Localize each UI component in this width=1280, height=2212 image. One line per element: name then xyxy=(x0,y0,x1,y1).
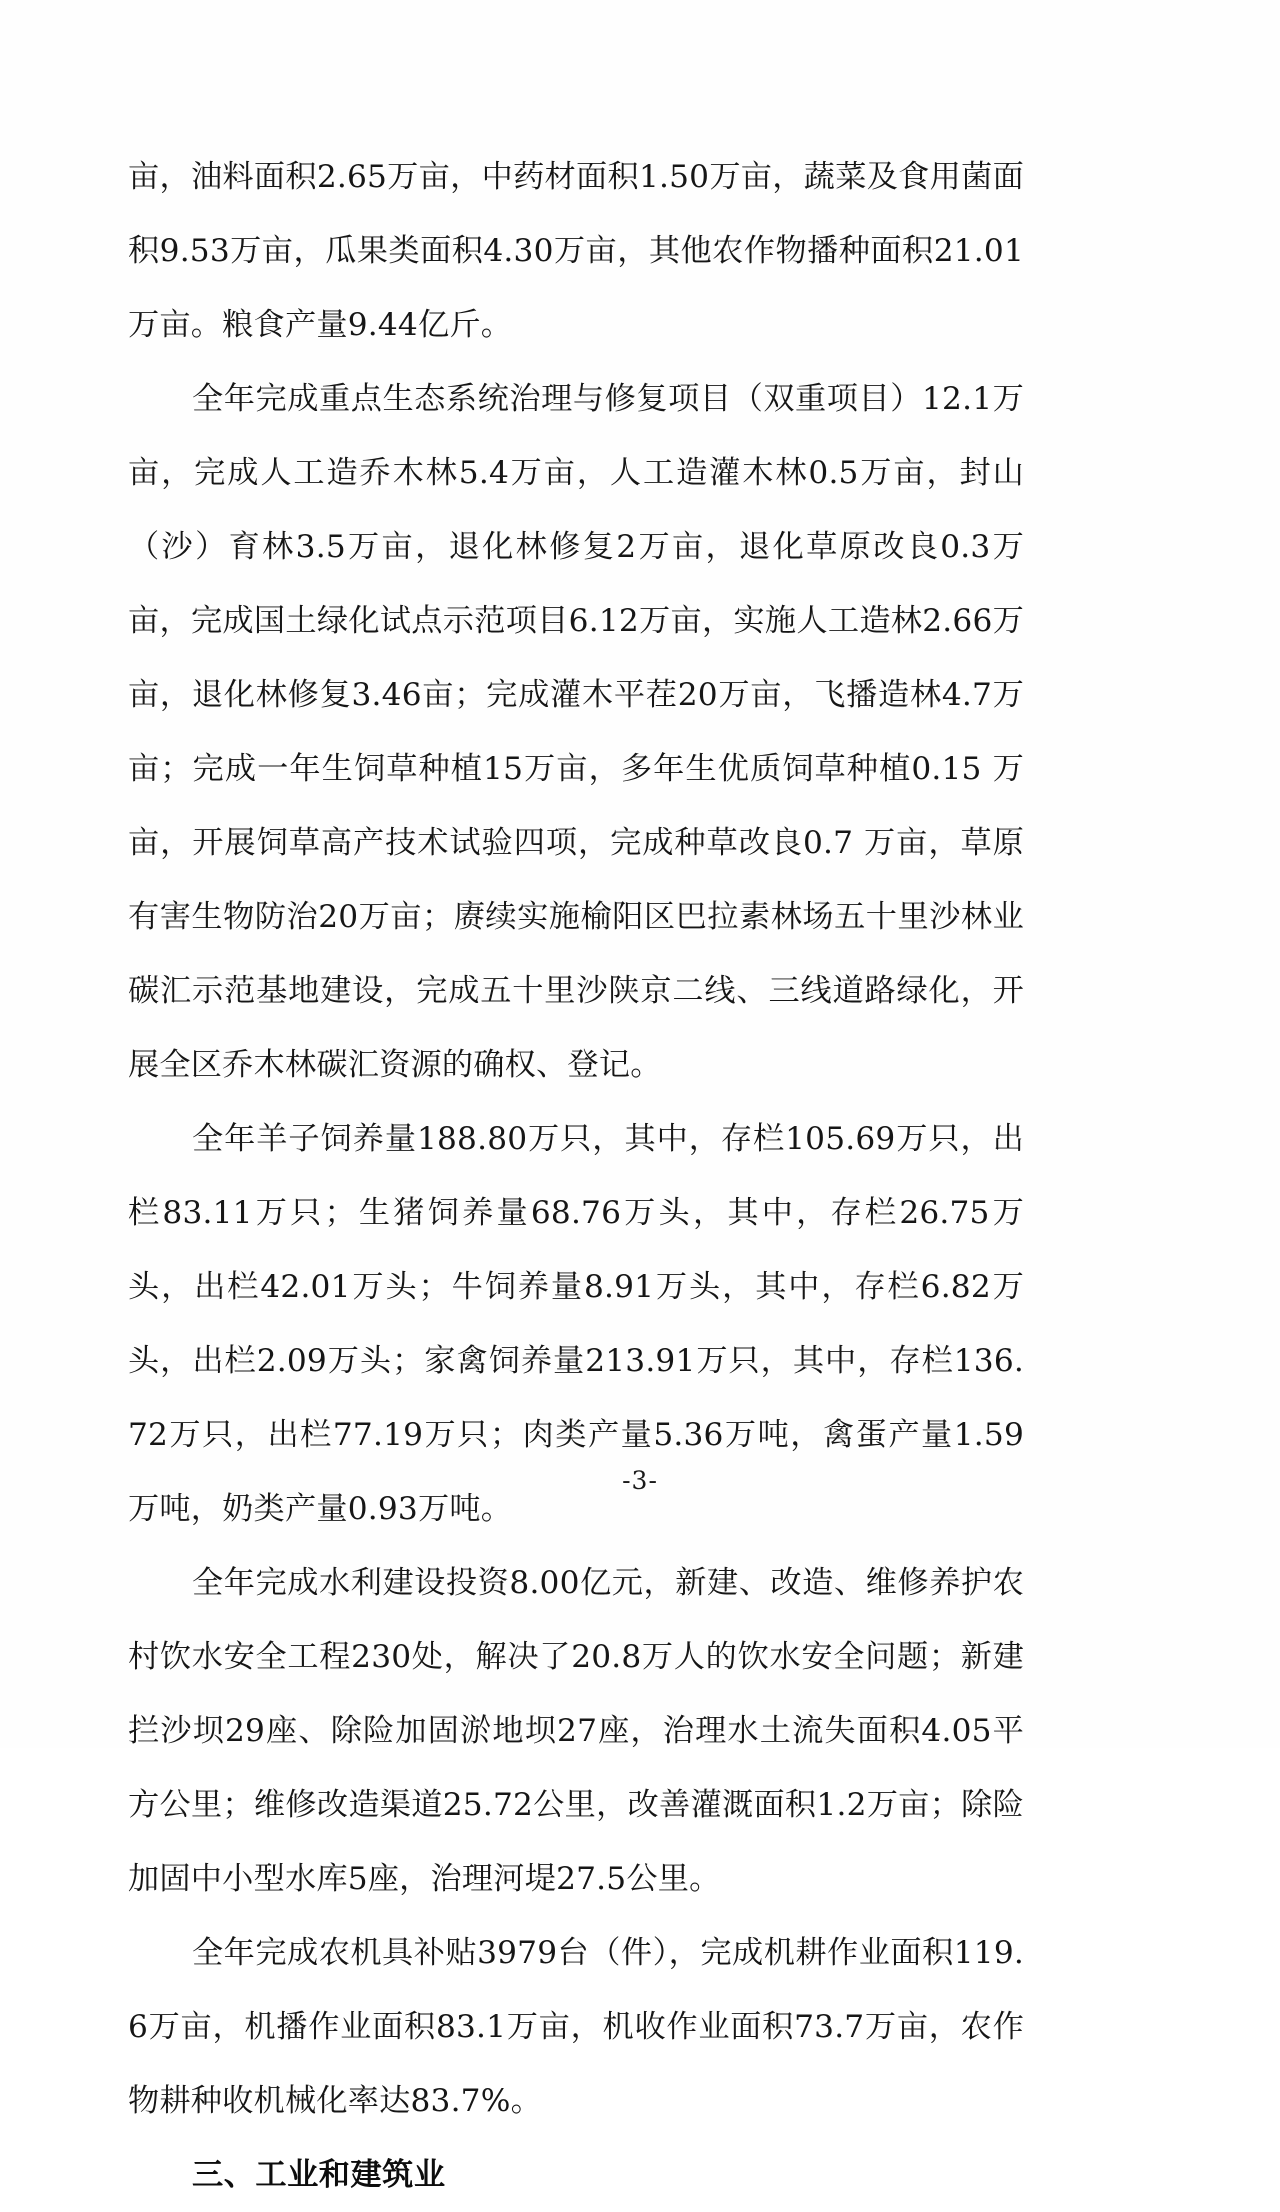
paragraph-forestry: 全年完成重点生态系统治理与修复项目（双重项目）12.1万亩，完成人工造乔木林5.4万亩，人工造灌木林0.5万亩，封山（沙）育林3.5万亩，退化林修复2万亩，退化草原改良0.3万亩，完成国土绿化试点示范项目6.12万亩，实施人工造林2.66万亩，退化林修复3.46亩；完成灌木平茬20万亩，飞播造林4.7万亩；完成一年生饲草种植15万亩，多年生优质饲草种植0.15 万亩，开展饲草高产技术试验四项，完成种草改良0.7 万亩，草原有害生物防治20万亩；赓续实施榆阳区巴拉素林场五十里沙林业碳汇示范基地建设，完成五十里沙陕京二线、三线道路绿化，开展全区乔木林碳汇资源的确权、登记。 xyxy=(128,381,1024,1083)
paragraph-agricultural-machinery: 全年完成农机具补贴3979台（件），完成机耕作业面积119.6万亩，机播作业面积83.1万亩，机收作业面积73.7万亩，农作物耕种收机械化率达83.7%。 xyxy=(128,1935,1024,2119)
document-body xyxy=(128,140,1024,2212)
section-heading-industry-and-construction: 三、工业和建筑业 xyxy=(192,2157,446,2193)
paragraph-crops: 亩，油料面积2.65万亩，中药材面积1.50万亩，蔬菜及食用菌面积9.53万亩，瓜果类面积4.30万亩，其他农作物播种面积21.01万亩。粮食产量9.44亿斤。 xyxy=(128,159,1024,343)
paragraph-water-conservancy: 全年完成水利建设投资8.00亿元，新建、改造、维修养护农村饮水安全工程230处，解决了20.8万人的饮水安全问题；新建拦沙坝29座、除险加固淤地坝27座，治理水土流失面积4.05平方公里；维修改造渠道25.72公里，改善灌溉面积1.2万亩；除险加固中小型水库5座，治理河堤27.5公里。 xyxy=(128,1565,1024,1897)
paragraph-livestock: 全年羊子饲养量188.80万只，其中，存栏105.69万只，出栏83.11万只；生猪饲养量68.76万头，其中，存栏26.75万头，出栏42.01万头；牛饲养量8.91万头，其中，存栏6.82万头，出栏2.09万头；家禽饲养量213.91万只，其中，存栏136.72万只，出栏77.19万只；肉类产量5.36万吨，禽蛋产量1.59万吨，奶类产量0.93万吨。 xyxy=(128,1121,1024,1527)
page-number: -3- xyxy=(622,1466,658,1495)
